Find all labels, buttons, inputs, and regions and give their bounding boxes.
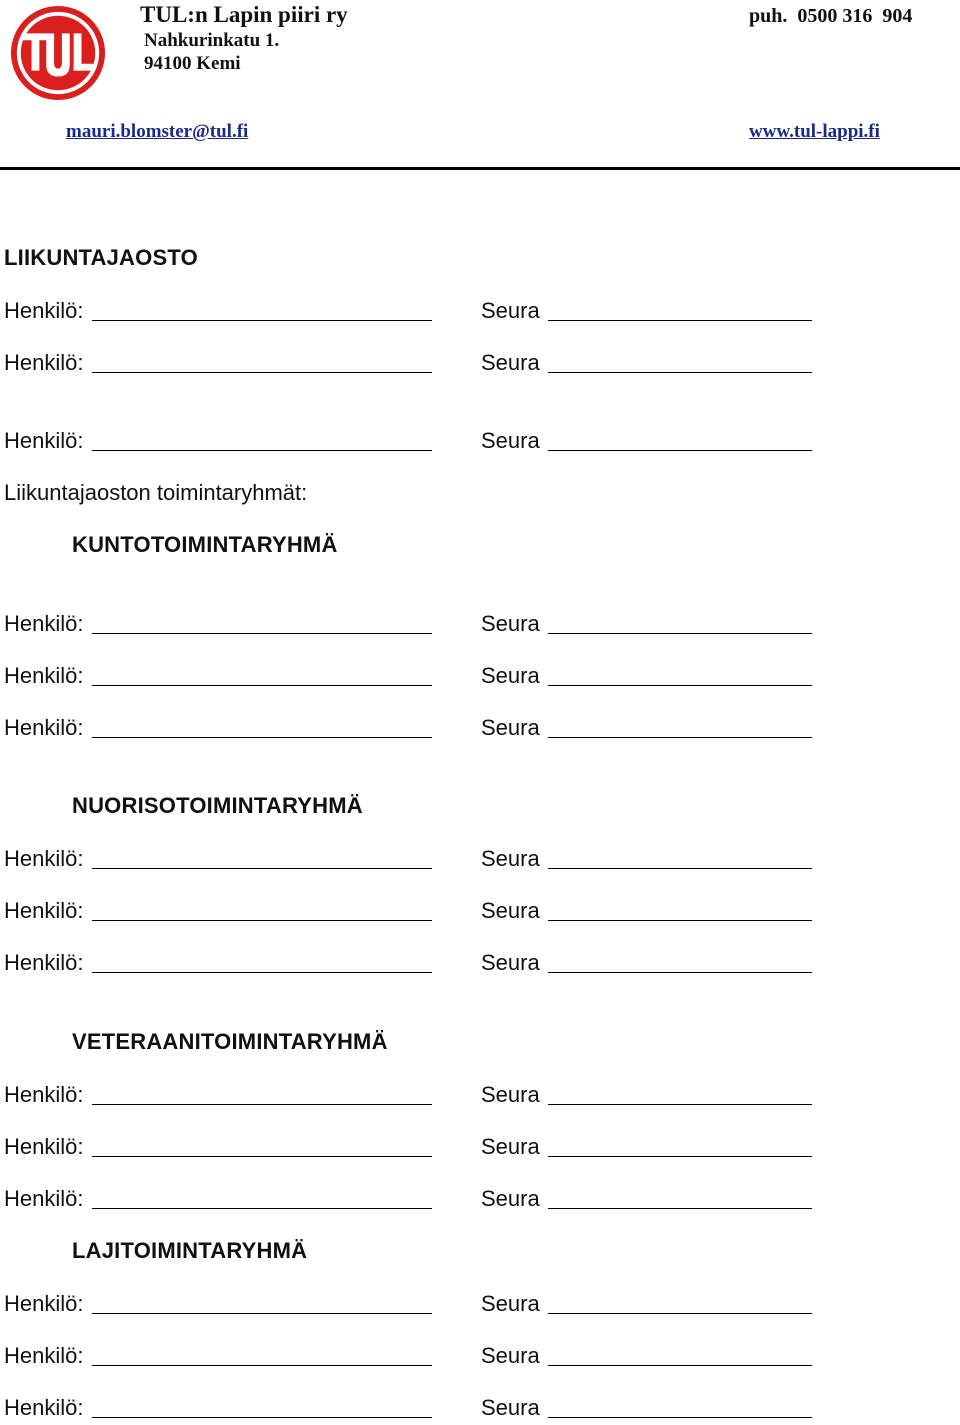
club-field[interactable]: [548, 1417, 812, 1418]
person-label: Henkilö:: [4, 846, 84, 871]
club-field[interactable]: [548, 685, 812, 686]
club-label: Seura: [481, 1291, 540, 1316]
person-label: Henkilö:: [4, 1343, 84, 1368]
org-address-city: 94100 Kemi: [144, 53, 241, 74]
group-heading: NUORISOTOIMINTARYHMÄ: [72, 793, 363, 818]
person-label: Henkilö:: [4, 950, 84, 975]
person-label: Henkilö:: [4, 298, 84, 323]
person-label: Henkilö:: [4, 1395, 84, 1420]
club-label: Seura: [481, 1134, 540, 1159]
person-label: Henkilö:: [4, 715, 84, 740]
form-row: [0, 1291, 960, 1321]
person-field[interactable]: [92, 1365, 432, 1366]
club-label: Seura: [481, 950, 540, 975]
person-label: Henkilö:: [4, 428, 84, 453]
org-phone: puh. 0500 316 904: [749, 5, 913, 27]
tul-logo: [9, 4, 107, 102]
form-row: [0, 1134, 960, 1164]
form-row: [0, 1343, 960, 1373]
form-row: [0, 846, 960, 876]
form-row: [0, 298, 960, 328]
club-label: Seura: [481, 428, 540, 453]
org-name: TUL:n Lapin piiri ry: [140, 2, 348, 27]
club-field[interactable]: [548, 450, 812, 451]
form-row: [0, 1186, 960, 1216]
form-row: [0, 1395, 960, 1425]
form-row: [0, 350, 960, 380]
club-field[interactable]: [548, 1313, 812, 1314]
club-field[interactable]: [548, 1156, 812, 1157]
form-row: [0, 950, 960, 980]
club-field[interactable]: [548, 372, 812, 373]
club-label: Seura: [481, 1395, 540, 1420]
person-field[interactable]: [92, 1313, 432, 1314]
form-row: [0, 663, 960, 693]
group-heading: KUNTOTOIMINTARYHMÄ: [72, 532, 338, 557]
person-field[interactable]: [92, 372, 432, 373]
club-label: Seura: [481, 298, 540, 323]
person-field[interactable]: [92, 972, 432, 973]
club-field[interactable]: [548, 633, 812, 634]
groups-intro: Liikuntajaoston toimintaryhmät:: [4, 480, 308, 505]
header-divider: [0, 167, 960, 170]
org-address-street: Nahkurinkatu 1.: [144, 30, 280, 51]
person-label: Henkilö:: [4, 350, 84, 375]
club-label: Seura: [481, 1186, 540, 1211]
group-heading: VETERAANITOIMINTARYHMÄ: [72, 1029, 388, 1054]
club-field[interactable]: [548, 972, 812, 973]
club-label: Seura: [481, 1343, 540, 1368]
website-link[interactable]: www.tul-lappi.fi: [749, 121, 880, 142]
person-label: Henkilö:: [4, 1186, 84, 1211]
club-label: Seura: [481, 611, 540, 636]
club-field[interactable]: [548, 1208, 812, 1209]
person-label: Henkilö:: [4, 898, 84, 923]
club-label: Seura: [481, 715, 540, 740]
club-label: Seura: [481, 898, 540, 923]
person-field[interactable]: [92, 737, 432, 738]
person-field[interactable]: [92, 1156, 432, 1157]
club-field[interactable]: [548, 868, 812, 869]
form-row: [0, 1082, 960, 1112]
group-heading: LAJITOIMINTARYHMÄ: [72, 1238, 308, 1263]
club-field[interactable]: [548, 1365, 812, 1366]
person-field[interactable]: [92, 450, 432, 451]
person-label: Henkilö:: [4, 611, 84, 636]
person-field[interactable]: [92, 1417, 432, 1418]
person-field[interactable]: [92, 920, 432, 921]
club-label: Seura: [481, 350, 540, 375]
form-row: [0, 715, 960, 745]
club-label: Seura: [481, 846, 540, 871]
person-label: Henkilö:: [4, 1082, 84, 1107]
club-field[interactable]: [548, 320, 812, 321]
person-label: Henkilö:: [4, 1134, 84, 1159]
form-row: [0, 428, 960, 458]
person-field[interactable]: [92, 1104, 432, 1105]
person-label: Henkilö:: [4, 1291, 84, 1316]
club-field[interactable]: [548, 737, 812, 738]
page-title: LIIKUNTAJAOSTO: [4, 245, 198, 270]
club-label: Seura: [481, 663, 540, 688]
person-field[interactable]: [92, 1208, 432, 1209]
person-field[interactable]: [92, 868, 432, 869]
person-field[interactable]: [92, 685, 432, 686]
club-label: Seura: [481, 1082, 540, 1107]
club-field[interactable]: [548, 1104, 812, 1105]
form-row: [0, 611, 960, 641]
email-link[interactable]: mauri.blomster@tul.fi: [66, 121, 249, 142]
form-row: [0, 898, 960, 928]
person-field[interactable]: [92, 320, 432, 321]
person-label: Henkilö:: [4, 663, 84, 688]
club-field[interactable]: [548, 920, 812, 921]
person-field[interactable]: [92, 633, 432, 634]
